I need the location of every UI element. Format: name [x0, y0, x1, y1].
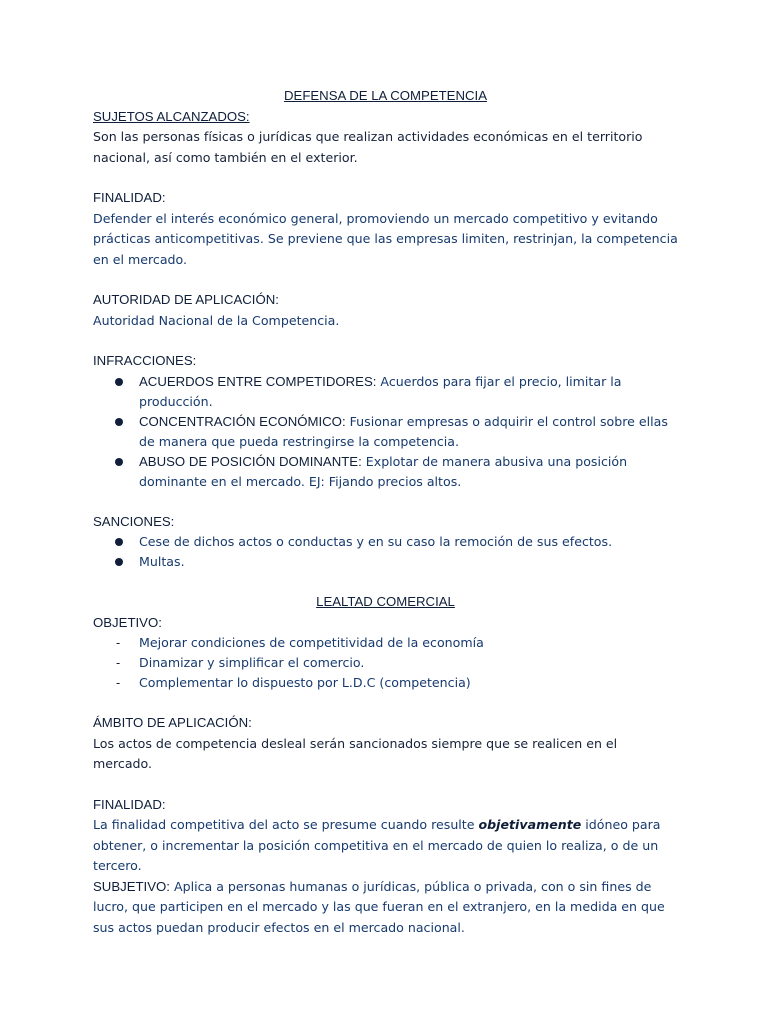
- sancion-text: Multas.: [139, 554, 185, 569]
- finalidad-lealtad-text: [93, 815, 678, 877]
- subjetivo-label: SUBJETIVO:: [93, 878, 170, 894]
- heading-finalidad-lealtad: FINALIDAD:: [93, 796, 166, 812]
- list-item: [93, 372, 678, 412]
- objetivo-text: Complementar lo dispuesto por L.D.C (competencia): [139, 675, 471, 690]
- list-item: [93, 673, 678, 693]
- document-body: [93, 86, 678, 938]
- bullet-icon: [115, 418, 123, 426]
- bullet-icon: [115, 558, 123, 566]
- finalidad-post: idóneo para obtener, o incrementar la posición competitiva en el mercado de quien lo realiza, o de un tercero.: [93, 817, 661, 873]
- list-item: [93, 532, 678, 552]
- list-item: [93, 552, 678, 572]
- subjetivo-text: [93, 877, 678, 939]
- heading-finalidad: FINALIDAD:: [93, 190, 166, 205]
- heading-infracciones: INFRACCIONES:: [93, 353, 197, 368]
- dash-icon: -: [116, 636, 121, 650]
- heading-ambito: ÁMBITO DE APLICACIÓN:: [93, 715, 252, 730]
- ambito-text: Los actos de competencia desleal serán sancionados siempre que se realicen en el mercado.: [93, 735, 618, 771]
- heading-autoridad: AUTORIDAD DE APLICACIÓN:: [93, 292, 279, 307]
- infraccion-label: ACUERDOS ENTRE COMPETIDORES:: [139, 373, 377, 389]
- list-item: [93, 412, 678, 452]
- objetivo-text: Mejorar condiciones de competitividad de la economía: [139, 635, 484, 650]
- infraccion-label: ABUSO DE POSICIÓN DOMINANTE:: [139, 453, 362, 469]
- infraccion-label: CONCENTRACIÓN ECONÓMICO:: [139, 413, 346, 429]
- objetivo-text: Dinamizar y simplificar el comercio.: [139, 655, 365, 670]
- list-item: [93, 633, 678, 653]
- heading-objetivo: OBJETIVO:: [93, 614, 162, 630]
- finalidad-text: Defender el interés económico general, promoviendo un mercado competitivo y evitando prácticas anticompetitivas. Se previene que las empresas limiten, restrinjan, la competencia en el mercado.: [93, 210, 678, 267]
- infraccion-text: Acuerdos para fijar el precio, limitar la producción.: [139, 373, 622, 409]
- list-item: [93, 452, 678, 492]
- heading-sanciones: SANCIONES:: [93, 513, 175, 529]
- bullet-icon: [115, 378, 123, 386]
- infraccion-text: Explotar de manera abusiva una posición dominante en el mercado. EJ: Fijando precios altos.: [139, 453, 628, 489]
- dash-icon: -: [116, 656, 121, 670]
- finalidad-pre: La finalidad competitiva del acto se presume cuando resulte: [93, 817, 479, 832]
- sancion-text: Cese de dichos actos o conductas y en su caso la remoción de sus efectos.: [139, 534, 613, 549]
- infraccion-text: Fusionar empresas o adquirir el control sobre ellas de manera que pueda restringirse la competencia.: [139, 413, 668, 449]
- bullet-icon: [115, 458, 123, 466]
- autoridad-text: Autoridad Nacional de la Competencia.: [93, 312, 340, 328]
- finalidad-emphasis: objetivamente: [478, 817, 582, 832]
- subjetivo-body: Aplica a personas humanas o jurídicas, pública o privada, con o sin fines de lucro, que participen en el mercado y las que fueran en el extranjero, en la medida en que sus actos puedan producir efectos en el mercado nacional.: [93, 878, 665, 935]
- infracciones-list: [93, 372, 678, 492]
- title-lealtad: LEALTAD COMERCIAL: [316, 594, 455, 609]
- bullet-icon: [115, 538, 123, 546]
- list-item: [93, 653, 678, 673]
- dash-icon: -: [116, 676, 121, 690]
- sujetos-text: Son las personas físicas o jurídicas que realizan actividades económicas en el territorio nacional, así como también en el exterior.: [93, 129, 643, 165]
- title-defensa: DEFENSA DE LA COMPETENCIA: [284, 88, 487, 103]
- sanciones-list: [93, 532, 678, 572]
- objetivos-list: [93, 633, 678, 693]
- heading-sujetos: SUJETOS ALCANZADOS:: [93, 108, 250, 124]
